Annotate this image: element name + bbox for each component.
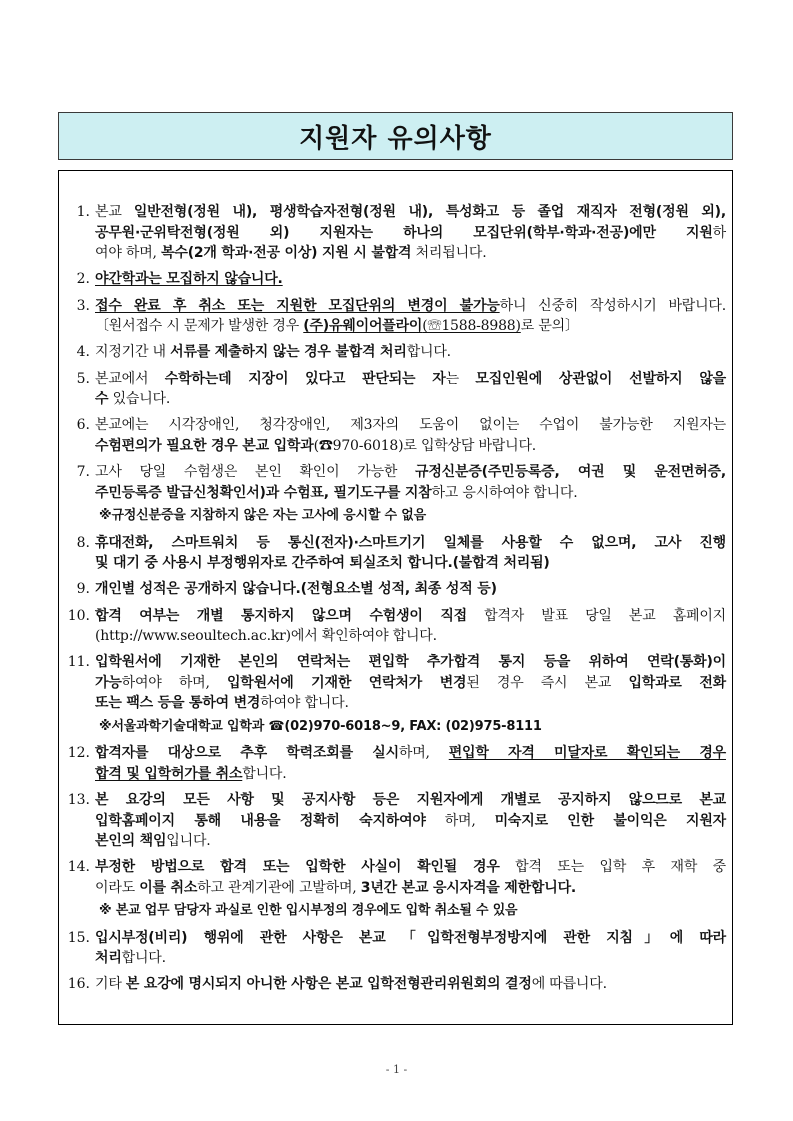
body-text: 〔원서접수 시 문제가 발생한 경우 xyxy=(95,318,304,335)
notice-item xyxy=(59,269,732,290)
item-number: 14. xyxy=(67,859,90,876)
item-line xyxy=(95,296,726,317)
body-text: 하고 응시하여야 합니다. xyxy=(431,484,578,501)
item-body xyxy=(95,415,726,456)
body-text: 에 따릅니다. xyxy=(531,976,607,993)
emphasis-text: 이를 취소 xyxy=(139,879,198,896)
notice-item xyxy=(59,369,732,410)
body-text: 지정기간 내 xyxy=(95,344,171,361)
item-number: 11. xyxy=(67,654,90,671)
emphasis-text: 일반전형(정원 내), 평생학습자전형(정원 내), 특성화고 등 졸업 재직자 전형(정원 외), xyxy=(133,204,726,220)
item-line xyxy=(95,652,726,673)
emphasis-text: 가능 xyxy=(95,674,122,691)
emphasis-text: 편입학 자격 미달자로 확인되는 경우 xyxy=(448,745,726,762)
item-note: ※서울과학기술대학교 입학과 ☎(02)970-6018~9, FAX: (02)975-8111 xyxy=(99,718,542,734)
body-text: 기타 xyxy=(95,976,126,993)
body-text: 본교에서 xyxy=(95,370,165,387)
notice-item xyxy=(59,974,732,995)
notice-item xyxy=(59,342,732,363)
item-number: 16. xyxy=(67,976,90,993)
emphasis-text: 입시부정(비리) 행위에 관한 사항은 본교 「입학전형부정방지에 관한 지침」에 따라 xyxy=(95,929,726,946)
body-text: 고사 당일 수험생은 본인 확인이 가능한 xyxy=(95,464,416,481)
item-line xyxy=(95,415,726,436)
notice-item xyxy=(59,857,732,922)
item-number: 1. xyxy=(76,204,90,220)
notice-item xyxy=(59,462,732,527)
emphasis-text: 합격 여부는 개별 통지하지 않으며 수험생이 직접 xyxy=(95,607,467,624)
emphasis-text: 야간학과는 모집하지 않습니다. xyxy=(95,271,283,288)
body-text: 본교 xyxy=(95,204,134,220)
emphasis-text: 합격자를 대상으로 추후 학력조회를 실시 xyxy=(95,745,399,762)
item-line xyxy=(95,436,726,457)
item-line xyxy=(95,243,726,264)
item-number: 4. xyxy=(76,344,90,361)
emphasis-text: 수험편의가 필요한 경우 본교 입학과 xyxy=(95,437,314,454)
item-body xyxy=(95,606,726,647)
emphasis-text: 공무원·군위탁전형(정원 외) 지원자는 하나의 모집단위(학부·학과·전공)에만 지원 xyxy=(95,224,713,241)
item-line xyxy=(95,316,726,337)
item-line xyxy=(95,811,726,832)
body-text: 있습니다. xyxy=(108,391,171,408)
item-line xyxy=(95,693,726,714)
item-line xyxy=(95,342,726,363)
body-text: 합격자 발표 당일 본교 홈페이지 xyxy=(466,607,726,624)
body-text: 된 경우 즉시 본교 xyxy=(466,674,629,691)
notice-item xyxy=(59,790,732,852)
item-line xyxy=(95,462,726,483)
body-text: (http://www.seoultech.ac.kr)에서 확인하여야 합니다. xyxy=(95,628,437,645)
notice-item xyxy=(59,202,732,264)
item-number: 8. xyxy=(76,534,90,551)
notice-item xyxy=(59,928,732,969)
emphasis-text: 본 요강에 명시되지 아니한 사항은 본교 입학전형관리위원회의 결정 xyxy=(125,976,532,993)
item-body xyxy=(95,928,726,969)
item-body xyxy=(95,462,726,527)
item-line xyxy=(95,533,726,554)
item-body xyxy=(95,533,726,574)
item-body xyxy=(95,296,726,337)
item-body xyxy=(95,743,726,784)
emphasis-text: 처리 xyxy=(95,950,122,967)
notice-list xyxy=(59,202,732,1001)
page-number: - 1 - xyxy=(385,1063,408,1076)
page-title: 지원자 유의사항 xyxy=(299,123,492,154)
item-note: ※ 본교 업무 담당자 과실로 인한 입시부정의 경우에도 입학 취소될 수 있음 xyxy=(99,903,518,919)
emphasis-text: 접수 완료 후 취소 또는 지원한 모집단위의 변경이 불가능 xyxy=(95,297,500,314)
emphasis-text: 수 xyxy=(95,391,109,408)
item-line xyxy=(95,389,726,410)
emphasis-text: 수학하는데 지장이 있다고 판단되는 자 xyxy=(164,370,446,387)
item-line xyxy=(95,553,726,574)
body-text: 처리됩니다. xyxy=(411,245,487,261)
notice-item xyxy=(59,579,732,600)
item-line xyxy=(95,626,726,647)
emphasis-text: 본인의 책임 xyxy=(95,833,167,850)
emphasis-text: 휴대전화, 스마트워치 등 통신(전자)·스마트기기 일체를 사용할 수 없으며, 고사 진행 xyxy=(95,534,726,551)
body-text: 로 문의〕 xyxy=(520,318,579,335)
emphasis-text: 3년간 본교 응시자격을 제한합니다. xyxy=(360,879,577,896)
body-text: 여야 하며, xyxy=(95,245,162,261)
emphasis-text: 입학과로 전화 xyxy=(628,674,727,691)
emphasis-text: 입학원서에 기재한 본인의 연락처는 편입학 추가합격 통지 등을 위하여 연락(통화)이 xyxy=(95,654,726,671)
notice-item xyxy=(59,743,732,784)
item-number: 3. xyxy=(76,297,90,314)
emphasis-text: 미숙지로 인한 불이익은 지원자 xyxy=(494,812,726,829)
item-line xyxy=(95,606,726,627)
item-line xyxy=(95,948,726,969)
body-text: 합격 또는 입학 후 재학 중 xyxy=(499,859,726,876)
emphasis-text: 본 요강의 모든 사항 및 공지사항 등은 지원자에게 개별로 공지하지 않으므로 본교 xyxy=(95,792,726,809)
emphasis-text: 주민등록증 발급신청확인서)과 수험표, 필기도구를 지참 xyxy=(95,484,432,501)
emphasis-text: 합격 및 입학허가를 취소 xyxy=(95,765,243,782)
notice-item xyxy=(59,296,732,337)
item-line xyxy=(95,369,726,390)
emphasis-text: 개인별 성적은 공개하지 않습니다.(전형요소별 성적, 최종 성적 등) xyxy=(95,581,497,598)
body-text: 본교에는 시각장애인, 청각장애인, 제3자의 도움이 없이는 수업이 불가능한 지원자는 xyxy=(95,417,726,434)
emphasis-text: 모집인원에 상관없이 선발하지 않을 xyxy=(475,370,726,387)
notice-item xyxy=(59,533,732,574)
body-text: 하니 신중히 작성하시기 바랍니다. xyxy=(499,297,726,314)
item-body xyxy=(95,652,726,737)
item-line xyxy=(95,673,726,694)
body-text: 합니다. xyxy=(406,344,451,361)
item-number: 6. xyxy=(76,417,90,434)
item-line xyxy=(95,878,726,899)
notice-item xyxy=(59,652,732,737)
item-number: 12. xyxy=(67,745,90,762)
item-body xyxy=(95,342,726,363)
item-number: 7. xyxy=(76,464,90,481)
item-number: 10. xyxy=(67,607,90,624)
item-line xyxy=(95,223,726,244)
item-line xyxy=(95,928,726,949)
item-body xyxy=(95,369,726,410)
body-text: (☎970-6018)로 입학상담 바랍니다. xyxy=(313,437,537,454)
item-body xyxy=(95,579,726,600)
emphasis-text: 서류를 제출하지 않는 경우 불합격 처리 xyxy=(170,344,407,361)
item-line xyxy=(95,764,726,785)
title-banner xyxy=(58,112,733,160)
item-body xyxy=(95,974,726,995)
emphasis-text: 복수(2개 학과·전공 이상) 지원 시 불합격 xyxy=(161,245,412,261)
body-text: (☏1588-8988) xyxy=(422,318,521,335)
notice-box xyxy=(58,170,733,1025)
body-text: 하며, xyxy=(398,745,449,762)
emphasis-text: 입학홈페이지 통해 내용을 정확히 숙지하여야 xyxy=(95,812,426,829)
item-line xyxy=(95,857,726,878)
emphasis-text: 및 대기 중 사용시 부정행위자로 간주하여 퇴실조치 합니다.(불합격 처리됨) xyxy=(95,555,550,572)
item-line xyxy=(95,202,726,223)
item-number: 5. xyxy=(76,370,90,387)
item-number: 9. xyxy=(76,581,90,598)
item-body xyxy=(95,790,726,852)
item-line xyxy=(95,579,726,600)
body-text: 하며, xyxy=(425,812,495,829)
emphasis-text: (주)유웨이어플라이 xyxy=(303,318,423,335)
item-number: 2. xyxy=(76,271,90,288)
body-text: 이라도 xyxy=(95,879,140,896)
emphasis-text: 입학원서에 기재한 연락처가 변경 xyxy=(226,674,467,691)
item-number: 15. xyxy=(67,929,90,946)
item-line xyxy=(95,743,726,764)
item-body xyxy=(95,202,726,264)
item-line xyxy=(95,269,726,290)
body-text: 하여야 하며, xyxy=(121,674,227,691)
body-text: 하 xyxy=(712,224,726,241)
emphasis-text: 또는 팩스 등을 통하여 변경 xyxy=(95,695,261,712)
notice-item xyxy=(59,415,732,456)
body-text: 합니다. xyxy=(242,765,287,782)
item-line xyxy=(95,483,726,504)
notice-item xyxy=(59,606,732,647)
item-body xyxy=(95,857,726,922)
body-text: 는 xyxy=(445,370,476,387)
body-text: 입니다. xyxy=(166,833,211,850)
item-line xyxy=(95,974,726,995)
emphasis-text: 부정한 방법으로 합격 또는 입학한 사실이 확인될 경우 xyxy=(95,859,500,876)
body-text: 하고 관계기관에 고발하며, xyxy=(197,879,361,896)
emphasis-text: 규정신분증(주민등록증, 여권 및 운전면허증, xyxy=(415,464,726,481)
item-body xyxy=(95,269,726,290)
item-line xyxy=(95,831,726,852)
item-note: ※규정신분증을 지참하지 않은 자는 고사에 응시할 수 없음 xyxy=(99,508,426,524)
item-number: 13. xyxy=(67,792,90,809)
body-text: 합니다. xyxy=(121,950,166,967)
body-text: 하여야 합니다. xyxy=(260,695,349,712)
item-line xyxy=(95,790,726,811)
